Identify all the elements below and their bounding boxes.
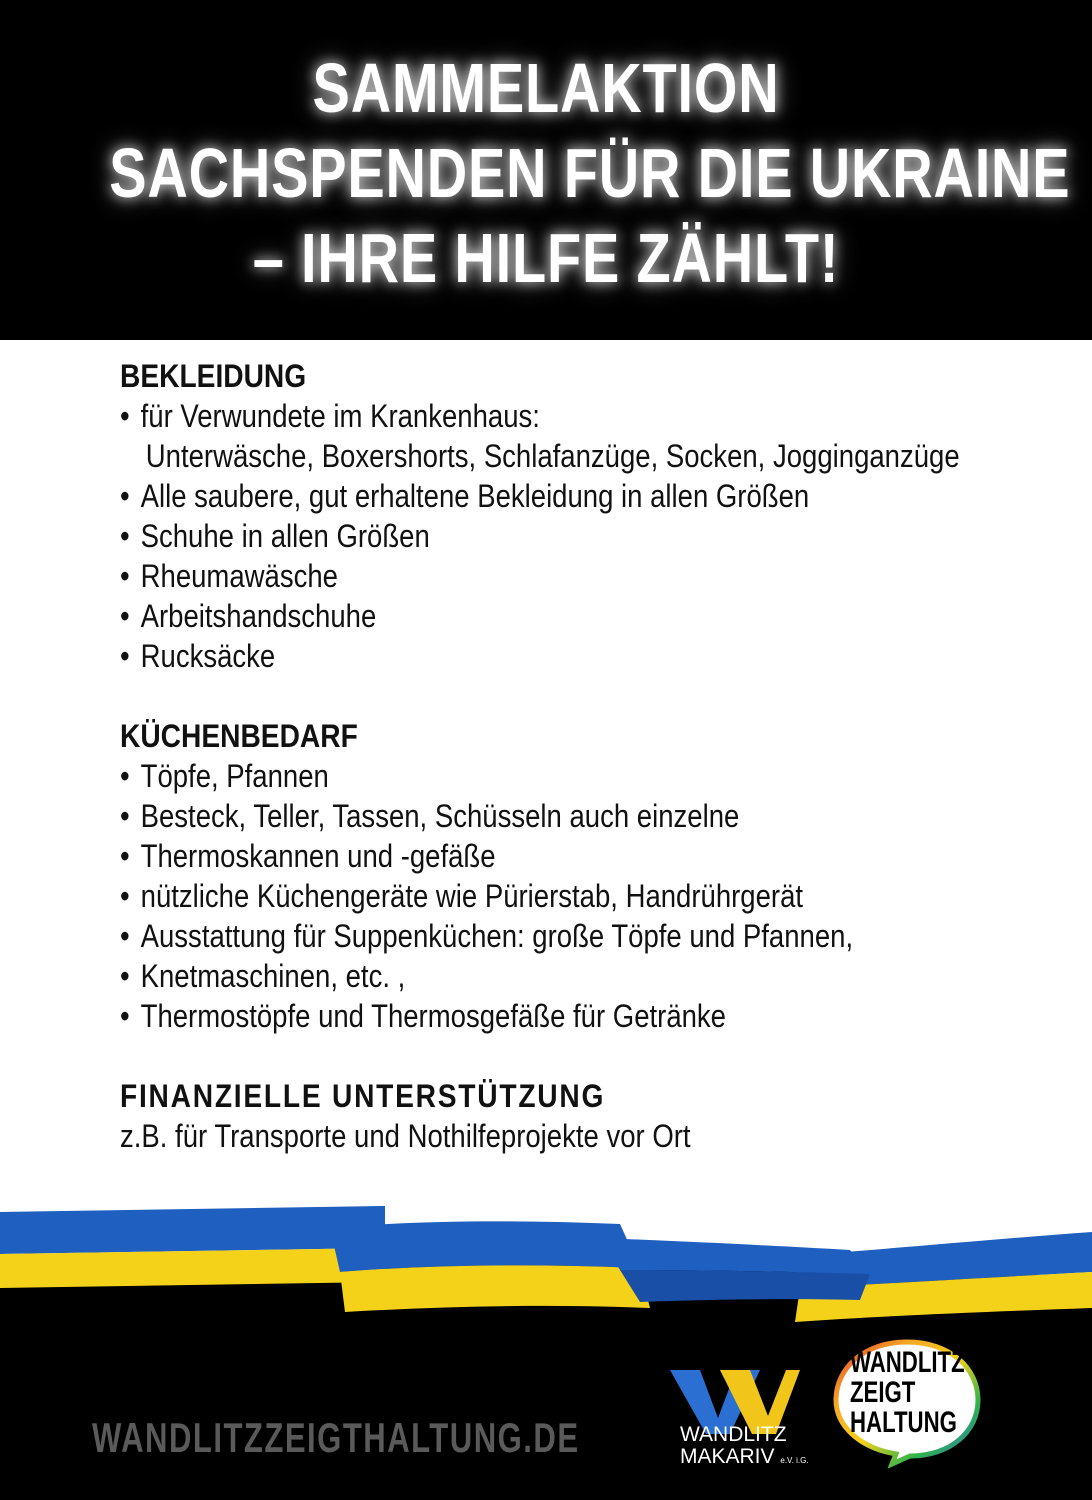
- list-item: • Arbeitshandschuhe: [120, 598, 377, 634]
- list-item: • Rheumawäsche: [120, 558, 338, 594]
- logo-line: WANDLITZ: [680, 1423, 787, 1446]
- list-item: • Thermoskannen und -gefäße: [120, 838, 496, 874]
- zeigt-haltung-logo-text: [850, 1346, 965, 1439]
- logo-line: MAKARIV: [680, 1445, 775, 1468]
- logo-line: HALTUNG: [850, 1406, 957, 1439]
- list-item: • Rucksäcke: [120, 638, 276, 674]
- logo-suffix: e.V. i.G.: [780, 1456, 809, 1465]
- list-item: • Knetmaschinen, etc. ,: [120, 958, 406, 994]
- title-line-2: SACHSPENDEN FÜR DIE UKRAINE: [109, 134, 1071, 212]
- section-finanzielle-unterstuetzung: [120, 1076, 1080, 1156]
- section-heading: BEKLEIDUNG: [120, 358, 307, 394]
- section-text: z.B. für Transporte und Nothilfeprojekte vor Ort: [120, 1118, 691, 1154]
- section-kuechenbedarf: [120, 716, 1080, 1036]
- list-item: • Besteck, Teller, Tassen, Schüsseln auch einzelne: [120, 798, 740, 834]
- list-item: • Alle saubere, gut erhaltene Bekleidung in allen Größen: [120, 478, 810, 514]
- list-item: • Ausstattung für Suppenküchen: große Töpfe und Pfannen,: [120, 918, 854, 954]
- header-banner: [0, 0, 1092, 340]
- logo-line: WANDLITZ: [850, 1346, 965, 1379]
- list-item: • Töpfe, Pfannen: [120, 758, 329, 794]
- list-item: • Schuhe in allen Größen: [120, 518, 430, 554]
- list-item: • Thermostöpfe und Thermosgefäße für Getränke: [120, 998, 726, 1034]
- logo-line: ZEIGT: [850, 1376, 916, 1409]
- section-heading: FINANZIELLE UNTERSTÜTZUNG: [120, 1078, 606, 1114]
- makariv-logo-text: [680, 1424, 810, 1472]
- title-line-3: – IHRE HILFE ZÄHLT!: [252, 219, 840, 297]
- section-heading: KÜCHENBEDARF: [120, 718, 358, 754]
- section-bekleidung: [120, 356, 1080, 676]
- list-item: • für Verwundete im Krankenhaus:: [120, 398, 540, 434]
- list-item: • nützliche Küchengeräte wie Pürierstab, Handrührgerät: [120, 878, 804, 914]
- list-item-continuation: Unterwäsche, Boxershorts, Schlafanzüge, Socken, Jogginganzüge: [145, 438, 960, 474]
- flag-ribbon-left: [0, 1206, 385, 1254]
- flag-ribbon-center: [330, 1221, 640, 1272]
- website-url[interactable]: WANDLITZZEIGTHALTUNG.DE: [92, 1414, 580, 1461]
- title-line-1: SAMMELAKTION: [312, 49, 780, 127]
